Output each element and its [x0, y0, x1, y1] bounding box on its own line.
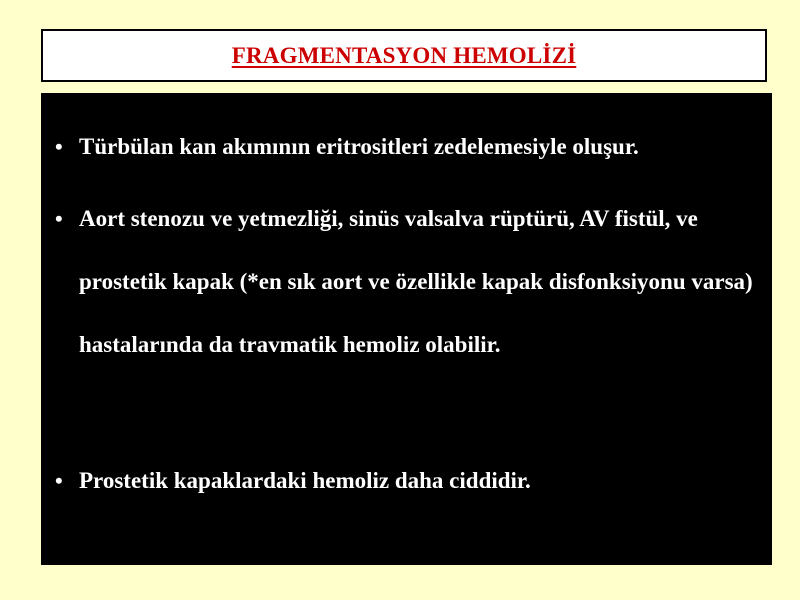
bullet-icon: •	[55, 134, 63, 159]
bullet-item	[55, 187, 762, 376]
bullet-item	[55, 449, 762, 512]
bullet-text: Türbülan kan akımının eritrositleri zedelemesiyle oluşur.	[79, 134, 639, 159]
slide-title: FRAGMENTASYON HEMOLİZİ	[231, 42, 577, 68]
bullet-icon: •	[55, 206, 63, 231]
bullet-icon: •	[55, 468, 63, 493]
title-box	[41, 29, 767, 82]
bullet-text: Aort stenozu ve yetmezliği, sinüs valsalva rüptürü, AV fistül, ve prostetik kapak (*en sık aort ve özellikle kapak disfonksiyonu varsa) hastalarında da travmatik hemoliz olabilir.	[79, 206, 753, 357]
bullet-text: Prostetik kapaklardaki hemoliz daha ciddidir.	[79, 468, 531, 493]
content-box	[41, 93, 772, 565]
bullet-item	[55, 115, 762, 178]
